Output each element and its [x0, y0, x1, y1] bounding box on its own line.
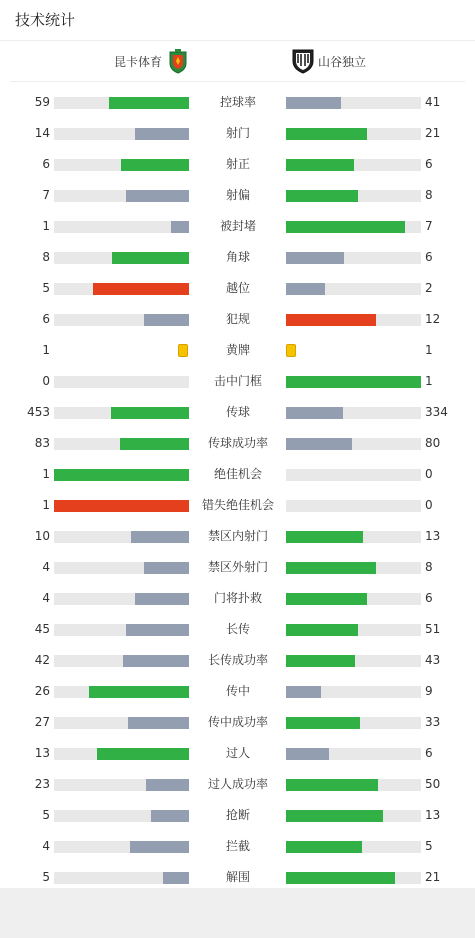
stat-label: 传球 — [225, 405, 250, 419]
stat-label: 射正 — [225, 157, 250, 171]
home-stat-value: 27 — [34, 715, 50, 729]
home-stat-bar — [54, 810, 189, 822]
away-stat-bar-fill — [286, 190, 358, 202]
stat-row — [0, 521, 475, 552]
away-stat-value: 51 — [425, 622, 441, 636]
home-stat-value: 45 — [34, 622, 50, 636]
away-stat-value: 1 — [425, 343, 433, 357]
home-stat-bar — [54, 159, 189, 171]
away-stat-bar — [286, 531, 421, 543]
stat-label: 越位 — [225, 281, 250, 295]
home-stat-value: 13 — [34, 746, 50, 760]
away-stat-bar — [286, 624, 421, 636]
home-stat-bar-fill — [135, 593, 189, 605]
home-stat-bar — [54, 655, 189, 667]
home-stat-bar-fill — [163, 872, 189, 884]
away-stat-value: 0 — [425, 467, 433, 481]
home-stat-bar — [54, 252, 189, 264]
stat-row — [0, 583, 475, 614]
away-stat-bar — [286, 841, 421, 853]
stat-label: 门将扑救 — [213, 591, 262, 605]
home-stat-bar — [54, 624, 189, 636]
away-stat-bar — [286, 407, 421, 419]
home-stat-bar-fill — [144, 562, 189, 574]
away-stat-bar — [286, 314, 421, 326]
stat-label: 拦截 — [225, 839, 250, 853]
away-stat-value: 33 — [425, 715, 441, 729]
stat-label: 抢断 — [225, 808, 250, 822]
stat-label: 黄牌 — [225, 343, 250, 357]
stat-label: 控球率 — [219, 95, 256, 109]
away-stat-value: 9 — [425, 684, 433, 698]
away-stat-bar-fill — [286, 717, 360, 729]
home-stat-value: 26 — [34, 684, 50, 698]
away-stat-bar-fill — [286, 221, 405, 233]
home-stat-value: 6 — [42, 157, 50, 171]
away-stat-bar-fill — [286, 841, 362, 853]
stat-label: 解围 — [225, 870, 250, 884]
home-stat-bar — [54, 128, 189, 140]
stat-row — [0, 242, 475, 273]
away-stat-bar — [286, 376, 421, 388]
home-stat-bar-fill — [112, 252, 189, 264]
home-stat-bar — [54, 314, 189, 326]
stat-row — [0, 831, 475, 862]
stat-label: 长传 — [225, 622, 250, 636]
stat-row — [0, 118, 475, 149]
away-stat-bar — [286, 159, 421, 171]
stat-row — [0, 459, 475, 490]
home-stat-bar-fill — [93, 283, 189, 295]
home-team-crest-icon — [168, 48, 188, 74]
stat-label: 射门 — [225, 126, 250, 140]
stat-row — [0, 366, 475, 397]
away-stat-bar-fill — [286, 810, 383, 822]
stat-label: 过人 — [225, 746, 250, 760]
stat-row — [0, 769, 475, 800]
home-team[interactable] — [114, 41, 188, 81]
home-stat-value: 14 — [34, 126, 50, 140]
away-stat-value: 0 — [425, 498, 433, 512]
home-stat-value: 4 — [42, 839, 50, 853]
away-stat-bar-fill — [286, 562, 376, 574]
stat-label: 长传成功率 — [207, 653, 268, 667]
home-yellow-card-icon — [178, 344, 188, 357]
away-stat-bar-fill — [286, 128, 367, 140]
away-stat-value: 2 — [425, 281, 433, 295]
home-stat-value: 10 — [34, 529, 50, 543]
stat-label: 传中 — [225, 684, 250, 698]
away-stat-value: 41 — [425, 95, 441, 109]
home-stat-value: 42 — [34, 653, 50, 667]
away-stat-value: 6 — [425, 746, 433, 760]
stat-label: 犯规 — [225, 312, 250, 326]
stat-row — [0, 676, 475, 707]
home-stat-value: 4 — [42, 560, 50, 574]
home-stat-bar-fill — [130, 841, 189, 853]
home-stat-bar-fill — [135, 128, 189, 140]
away-stat-bar-fill — [286, 97, 341, 109]
away-stat-value: 21 — [425, 126, 441, 140]
home-stat-value: 453 — [27, 405, 50, 419]
stat-row — [0, 707, 475, 738]
stat-row — [0, 645, 475, 676]
home-stat-bar — [54, 190, 189, 202]
away-stat-bar — [286, 655, 421, 667]
away-stat-bar — [286, 717, 421, 729]
away-stat-bar-fill — [286, 872, 395, 884]
home-stat-bar-fill — [171, 221, 189, 233]
home-stat-bar-fill — [126, 190, 189, 202]
home-stat-bar — [54, 469, 189, 481]
away-stat-value: 43 — [425, 653, 441, 667]
away-stat-bar — [286, 500, 421, 512]
stat-row — [0, 180, 475, 211]
home-stat-value: 4 — [42, 591, 50, 605]
away-stat-bar-fill — [286, 159, 354, 171]
teams-header — [10, 41, 465, 82]
away-stat-value: 80 — [425, 436, 441, 450]
home-stat-bar — [54, 872, 189, 884]
stat-row — [0, 738, 475, 769]
stat-label: 绝佳机会 — [213, 467, 262, 481]
home-stat-value: 7 — [42, 188, 50, 202]
page-title: 技术统计 — [0, 0, 475, 41]
away-stat-value: 8 — [425, 560, 433, 574]
stat-row — [0, 862, 475, 893]
stat-label: 禁区内射门 — [207, 529, 268, 543]
stat-row — [0, 552, 475, 583]
home-stat-bar-fill — [109, 97, 189, 109]
away-stat-bar-fill — [286, 686, 321, 698]
away-stat-value: 6 — [425, 157, 433, 171]
home-stat-value: 1 — [42, 343, 50, 357]
away-team[interactable] — [292, 41, 366, 81]
home-stat-bar-fill — [54, 469, 189, 481]
away-stat-value: 1 — [425, 374, 433, 388]
stat-row — [0, 335, 475, 366]
home-stat-bar-fill — [120, 438, 189, 450]
away-stat-bar — [286, 748, 421, 760]
away-team-crest-icon — [292, 48, 312, 74]
away-stat-bar-fill — [286, 407, 343, 419]
stat-row — [0, 490, 475, 521]
home-stat-bar — [54, 686, 189, 698]
away-stat-bar-fill — [286, 748, 329, 760]
stat-row — [0, 397, 475, 428]
home-stat-bar — [54, 376, 189, 388]
home-team-name: 昆卡体育 — [113, 54, 162, 69]
stat-row — [0, 87, 475, 118]
home-stat-bar — [54, 562, 189, 574]
home-stat-value: 8 — [42, 250, 50, 264]
away-stat-bar-fill — [286, 283, 325, 295]
away-stat-bar — [286, 97, 421, 109]
home-stat-value: 83 — [34, 436, 50, 450]
home-stat-value: 5 — [42, 808, 50, 822]
home-stat-bar-fill — [146, 779, 189, 791]
home-stat-bar — [54, 97, 189, 109]
away-stat-bar — [286, 810, 421, 822]
away-stat-bar — [286, 779, 421, 791]
away-stat-bar — [286, 562, 421, 574]
stat-row — [0, 273, 475, 304]
home-stat-bar-fill — [97, 748, 189, 760]
away-stat-value: 8 — [425, 188, 433, 202]
stat-label: 错失绝佳机会 — [201, 498, 274, 512]
home-stat-bar — [54, 407, 189, 419]
stat-label: 角球 — [225, 250, 250, 264]
away-team-name: 山谷独立 — [318, 54, 367, 69]
home-stat-bar-fill — [89, 686, 189, 698]
away-stat-bar — [286, 221, 421, 233]
stat-label: 被封堵 — [219, 219, 256, 233]
home-stat-bar-fill — [128, 717, 189, 729]
away-stat-bar-fill — [286, 252, 344, 264]
away-stat-bar-fill — [286, 593, 367, 605]
stat-row — [0, 428, 475, 459]
home-stat-bar — [54, 531, 189, 543]
away-stat-value: 21 — [425, 870, 441, 884]
away-stat-bar-fill — [286, 531, 363, 543]
away-stat-value: 12 — [425, 312, 441, 326]
home-stat-bar — [54, 283, 189, 295]
home-stat-value: 5 — [42, 281, 50, 295]
away-stat-bar — [286, 128, 421, 140]
home-stat-bar — [54, 593, 189, 605]
away-stat-value: 5 — [425, 839, 433, 853]
stat-row — [0, 149, 475, 180]
home-stat-bar-fill — [151, 810, 189, 822]
away-stat-bar — [286, 190, 421, 202]
home-stat-bar-fill — [123, 655, 189, 667]
home-stat-value: 23 — [34, 777, 50, 791]
home-stat-bar-fill — [131, 531, 189, 543]
away-stat-bar-fill — [286, 438, 352, 450]
away-stat-bar-fill — [286, 655, 355, 667]
home-stat-bar — [54, 221, 189, 233]
home-stat-bar — [54, 841, 189, 853]
away-stat-value: 6 — [425, 250, 433, 264]
away-stat-bar-fill — [286, 314, 376, 326]
stat-label: 传中成功率 — [207, 715, 268, 729]
away-stat-value: 6 — [425, 591, 433, 605]
home-stat-value: 0 — [42, 374, 50, 388]
away-stat-value: 13 — [425, 529, 441, 543]
stat-label: 击中门框 — [213, 374, 262, 388]
home-stat-bar — [54, 748, 189, 760]
stats-list — [0, 87, 475, 893]
home-stat-bar-fill — [111, 407, 189, 419]
home-stat-bar — [54, 717, 189, 729]
away-stat-bar — [286, 438, 421, 450]
stat-row — [0, 304, 475, 335]
home-stat-value: 1 — [42, 219, 50, 233]
away-stat-bar — [286, 686, 421, 698]
home-stat-value: 5 — [42, 870, 50, 884]
stat-row — [0, 614, 475, 645]
away-stat-bar — [286, 283, 421, 295]
away-stat-bar — [286, 593, 421, 605]
home-stat-value: 59 — [34, 95, 50, 109]
home-stat-bar — [54, 500, 189, 512]
stat-row — [0, 800, 475, 831]
away-stat-value: 13 — [425, 808, 441, 822]
home-stat-bar — [54, 438, 189, 450]
away-stat-bar — [286, 872, 421, 884]
stat-label: 禁区外射门 — [207, 560, 268, 574]
home-stat-value: 6 — [42, 312, 50, 326]
away-stat-bar-fill — [286, 624, 358, 636]
stat-label: 过人成功率 — [207, 777, 268, 791]
home-stat-bar-fill — [54, 500, 189, 512]
home-stat-value: 1 — [42, 467, 50, 481]
away-stat-bar — [286, 252, 421, 264]
home-stat-bar-fill — [121, 159, 189, 171]
stat-label: 射偏 — [225, 188, 250, 202]
away-stat-bar — [286, 469, 421, 481]
home-stat-bar — [54, 779, 189, 791]
away-stat-bar-fill — [286, 779, 378, 791]
stat-row — [0, 211, 475, 242]
away-stat-value: 7 — [425, 219, 433, 233]
home-stat-value: 1 — [42, 498, 50, 512]
away-yellow-card-icon — [286, 344, 296, 357]
stat-label: 传球成功率 — [207, 436, 268, 450]
home-stat-bar-fill — [126, 624, 189, 636]
home-stat-bar-fill — [144, 314, 189, 326]
away-stat-bar-fill — [286, 376, 421, 388]
away-stat-value: 50 — [425, 777, 441, 791]
away-stat-value: 334 — [425, 405, 448, 419]
